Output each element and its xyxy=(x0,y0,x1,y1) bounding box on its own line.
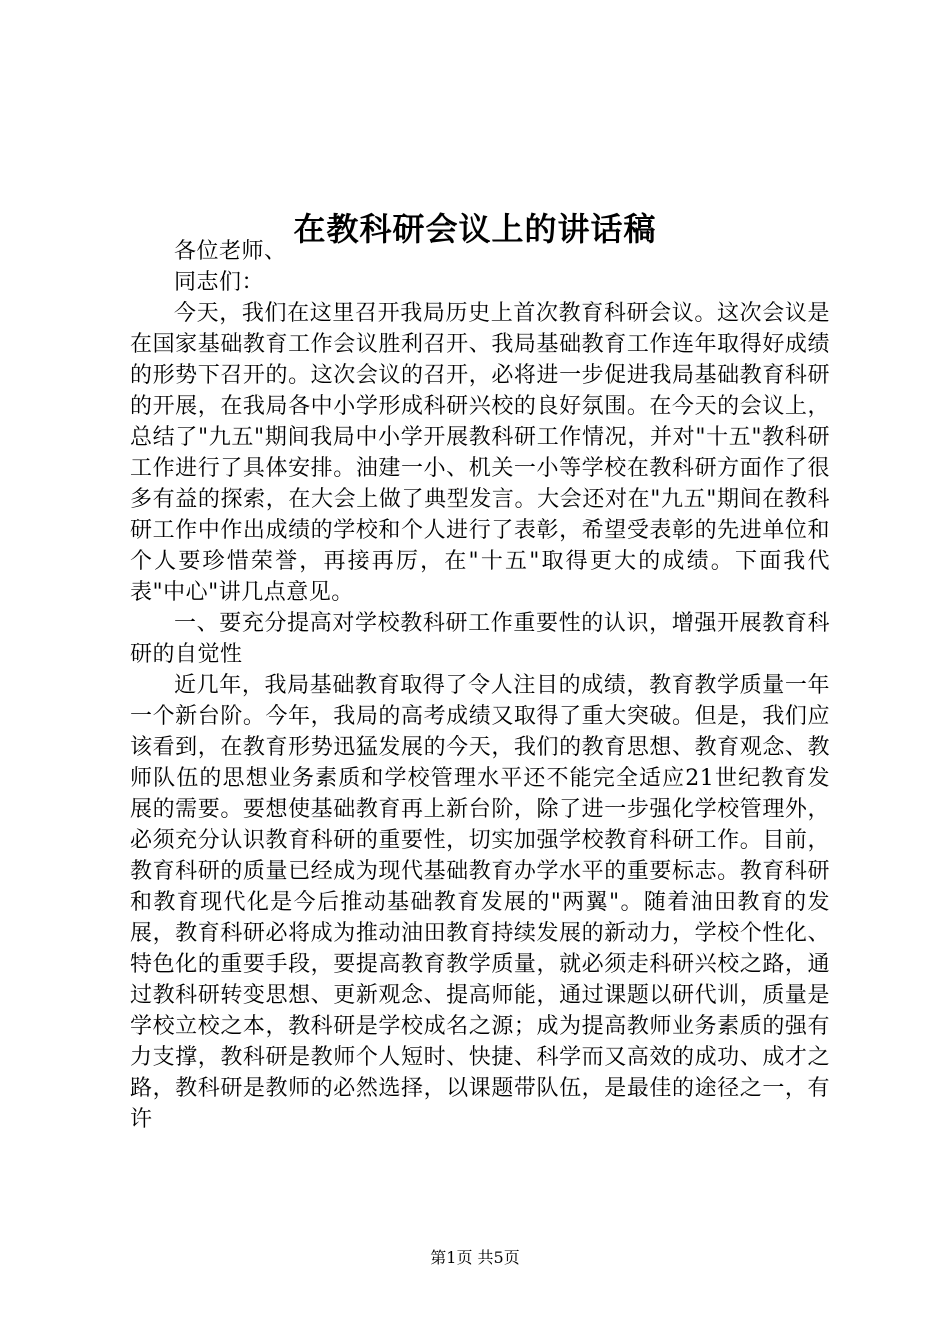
section-heading: 一、要充分提高对学校教科研工作重要性的认识，增强开展教育科研的自觉性 xyxy=(130,611,830,667)
body-paragraph: 近几年，我局基础教育取得了令人注目的成绩，教育教学质量一年一个新台阶。今年，我局的高考成绩又取得了重大突破。但是，我们应该看到，在教育形势迅猛发展的今天，我们的教育思想、教育观念、教师队伍的思想业务素质和学校管理水平还不能完全适应21世纪教育发展的需要。要想使基础教育再上新台阶，除了进一步强化学校管理外，必须充分认识教育科研的重要性，切实加强学校教育科研工作。目前，教育科研的质量已经成为现代基础教育办学水平的重要标志。教育科研和教育现代化是今后推动基础教育发展的"两翼"。随着油田教育的发展，教育科研必将成为推动油田教育持续发展的新动力，学校个性化、特色化的重要手段，要提高教育教学质量，就必须走科研兴校之路，通过教科研转变思想、更新观念、提高师能，通过课题以研代训，质量是学校立校之本，教科研是学校成名之源；成为提高教师业务素质的强有力支撑，教科研是教师个人短时、快捷、科学而又高效的成功、成才之路，教科研是教师的必然选择，以课题带队伍，是最佳的途径之一，有许 xyxy=(130,673,830,1132)
salutation-line: 同志们： xyxy=(174,270,265,295)
page-number: 第1页 共5页 xyxy=(430,1248,520,1267)
body-paragraph: 今天，我们在这里召开我局历史上首次教育科研会议。这次会议是在国家基础教育工作会议胜利召开、我局基础教育工作连年取得好成绩的形势下召开的。这次会议的召开，必将进一步促进我局基础教育科研的开展，在我局各中小学形成科研兴校的良好氛围。在今天的会议上，总结了"九五"期间我局中小学开展教科研工作情况，并对"十五"教科研工作进行了具体安排。油建一小、机关一小等学校在教科研方面作了很多有益的探索，在大会上做了典型发言。大会还对在"九五"期间在教科研工作中作出成绩的学校和个人进行了表彰，希望受表彰的先进单位和个人要珍惜荣誉，再接再厉，在"十五"取得更大的成绩。下面我代表"中心"讲几点意见。 xyxy=(130,301,830,605)
document-title: 在教科研会议上的讲话稿 xyxy=(293,210,657,249)
salutation-line: 各位老师、 xyxy=(174,239,287,264)
document-body xyxy=(130,236,830,1135)
